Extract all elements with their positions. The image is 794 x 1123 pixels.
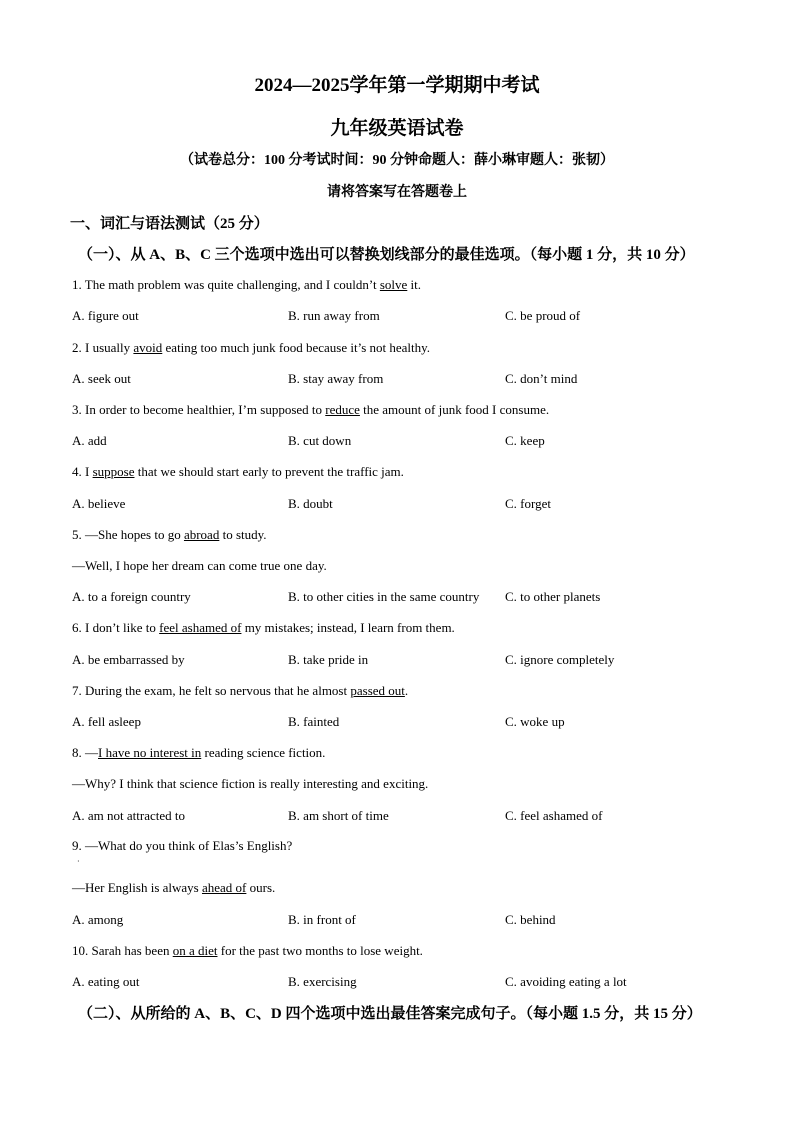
underlined-word: on a diet xyxy=(172,943,218,958)
option-b: B. to other cities in the same country xyxy=(288,589,480,604)
option-a: A. add xyxy=(72,433,107,448)
option-c: C. don’t mind xyxy=(505,371,578,386)
underlined-word: abroad xyxy=(183,527,220,542)
option-c: C. behind xyxy=(505,912,556,927)
stray-dot: · xyxy=(77,857,80,866)
option-c: C. to other planets xyxy=(505,589,601,604)
option-a: A. am not attracted to xyxy=(72,808,185,823)
option-a: A. seek out xyxy=(72,371,131,386)
underlined-word: solve xyxy=(379,277,408,292)
option-a: A. believe xyxy=(72,496,126,511)
underlined-word: avoid xyxy=(133,340,163,355)
option-a: A. to a foreign country xyxy=(72,589,191,604)
option-b: B. take pride in xyxy=(288,652,369,667)
option-b: B. exercising xyxy=(288,974,357,989)
answer-notice: 请将答案写在答题卷上 xyxy=(327,185,467,200)
option-c: C. ignore completely xyxy=(505,652,615,667)
question-5-reply: —Well, I hope her dream can come true one day. xyxy=(72,558,327,573)
option-c: C. be proud of xyxy=(505,308,581,323)
part2-instruction: （二）、从所给的 A、B、C、D 四个选项中选出最佳答案完成句子。（每小题 1.5 分，共 15 分） xyxy=(78,1006,702,1022)
exam-title: 2024—2025学年第一学期期中考试 xyxy=(254,75,540,96)
option-b: B. doubt xyxy=(288,496,333,511)
option-a: A. be embarrassed by xyxy=(72,652,185,667)
question-8: 8. —I have no interest in reading science fiction. xyxy=(72,745,326,760)
question-8-reply: —Why? I think that science fiction is really interesting and exciting. xyxy=(72,776,429,791)
option-b: B. am short of time xyxy=(288,808,389,823)
underlined-word: reduce xyxy=(325,402,360,417)
option-c: C. woke up xyxy=(505,714,565,729)
option-b: B. cut down xyxy=(288,433,352,448)
option-c: C. forget xyxy=(505,496,551,511)
question-5: 5. —She hopes to go abroad to study. xyxy=(72,527,267,542)
underlined-word: feel ashamed of xyxy=(159,620,242,635)
section-title: 一、词汇与语法测试（25 分） xyxy=(70,216,269,232)
option-a: A. fell asleep xyxy=(72,714,141,729)
underlined-word: I have no interest in xyxy=(98,745,202,760)
option-c: C. avoiding eating a lot xyxy=(505,974,627,989)
part1-instruction: （一）、从 A、B、C 三个选项中选出可以替换划线部分的最佳选项。（每小题 1 分，共 10 分） xyxy=(78,247,695,263)
question-9-reply: —Her English is always ahead of ours. xyxy=(72,880,276,895)
underlined-word: passed out xyxy=(350,683,405,698)
option-c: C. feel ashamed of xyxy=(505,808,603,823)
exam-subtitle: 九年级英语试卷 xyxy=(330,118,464,139)
option-a: A. figure out xyxy=(72,308,139,323)
question-3: 3. In order to become healthier, I’m supposed to reduce the amount of junk food I consume. xyxy=(72,402,550,417)
question-7: 7. During the exam, he felt so nervous that he almost passed out. xyxy=(72,683,409,698)
question-4: 4. I suppose that we should start early to prevent the traffic jam. xyxy=(72,464,404,479)
question-6: 6. I don’t like to feel ashamed of my mistakes; instead, I learn from them. xyxy=(72,620,455,635)
option-c: C. keep xyxy=(505,433,545,448)
underlined-word: suppose xyxy=(92,464,135,479)
question-9: 9. —What do you think of Elas’s English? xyxy=(72,838,293,853)
exam-info: （试卷总分：100 分考试时间：90 分钟命题人：薛小琳审题人：张韧） xyxy=(180,153,614,168)
option-a: A. among xyxy=(72,912,124,927)
option-b: B. stay away from xyxy=(288,371,384,386)
question-10: 10. Sarah has been on a diet for the past two months to lose weight. xyxy=(72,943,423,958)
underlined-word: ahead of xyxy=(201,880,247,895)
question-1: 1. The math problem was quite challenging, and I couldn’t solve it. xyxy=(72,277,422,292)
option-b: B. fainted xyxy=(288,714,340,729)
option-b: B. run away from xyxy=(288,308,380,323)
option-a: A. eating out xyxy=(72,974,140,989)
question-2: 2. I usually avoid eating too much junk food because it’s not healthy. xyxy=(72,340,431,355)
option-b: B. in front of xyxy=(288,912,356,927)
